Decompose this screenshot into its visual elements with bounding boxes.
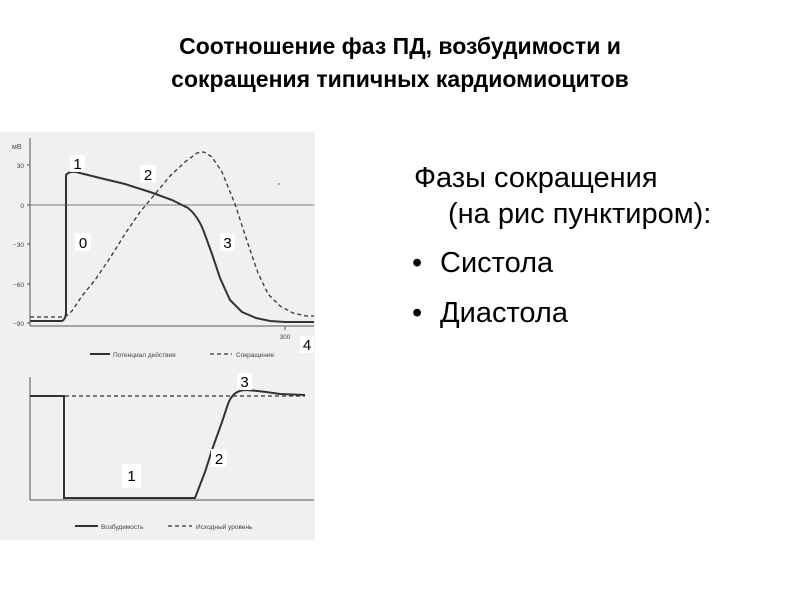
phase-label: 0	[78, 235, 88, 252]
title-line-1: Соотношение фаз ПД, возбудимости и	[179, 33, 621, 59]
contraction-curve	[30, 152, 314, 317]
y-tick-label: −90	[12, 321, 24, 328]
phase-diagram-svg	[0, 132, 315, 540]
list-item	[400, 238, 780, 288]
action-potential-curve	[30, 172, 314, 322]
phases-subheading: (на рис пунктиром):	[448, 198, 712, 230]
title-line-2: сокращения типичных кардиомиоцитов	[171, 66, 629, 92]
phase-label: 4	[302, 337, 312, 354]
phase-diagram	[0, 132, 315, 540]
legend-label: Потенциал действия	[113, 352, 176, 359]
top-panel	[12, 138, 314, 359]
excitability-curve	[30, 390, 305, 498]
phase-label: 1	[73, 156, 82, 173]
y-tick-label: −60	[12, 282, 24, 289]
unit-label: мВ	[12, 144, 22, 151]
y-tick-label: 30	[16, 163, 24, 170]
list-item-label: Диастола	[440, 297, 568, 329]
phase-label: 3	[223, 235, 232, 252]
phase-label: 1	[127, 468, 136, 485]
list-item-label: Систола	[440, 247, 554, 279]
bottom-panel	[30, 373, 314, 531]
phase-label: 3	[240, 374, 249, 391]
legend-label: Возбудимость	[101, 524, 144, 531]
bullet-icon: •	[412, 247, 423, 279]
x-tick-label: 300	[279, 334, 291, 341]
y-tick-label: 0	[20, 203, 24, 210]
phases-heading: Фазы сокращения	[414, 162, 658, 194]
phases-list	[400, 238, 780, 338]
contraction-phases-text	[400, 160, 780, 338]
list-item	[400, 288, 780, 338]
y-tick-label: −30	[12, 242, 24, 249]
legend-label: Сокращение	[236, 352, 275, 359]
legend-label: Исходный уровень	[196, 524, 253, 531]
phase-label: 2	[143, 167, 153, 184]
slide-title	[40, 30, 760, 96]
phase-label: 2	[214, 451, 224, 468]
bullet-icon: •	[412, 297, 423, 329]
